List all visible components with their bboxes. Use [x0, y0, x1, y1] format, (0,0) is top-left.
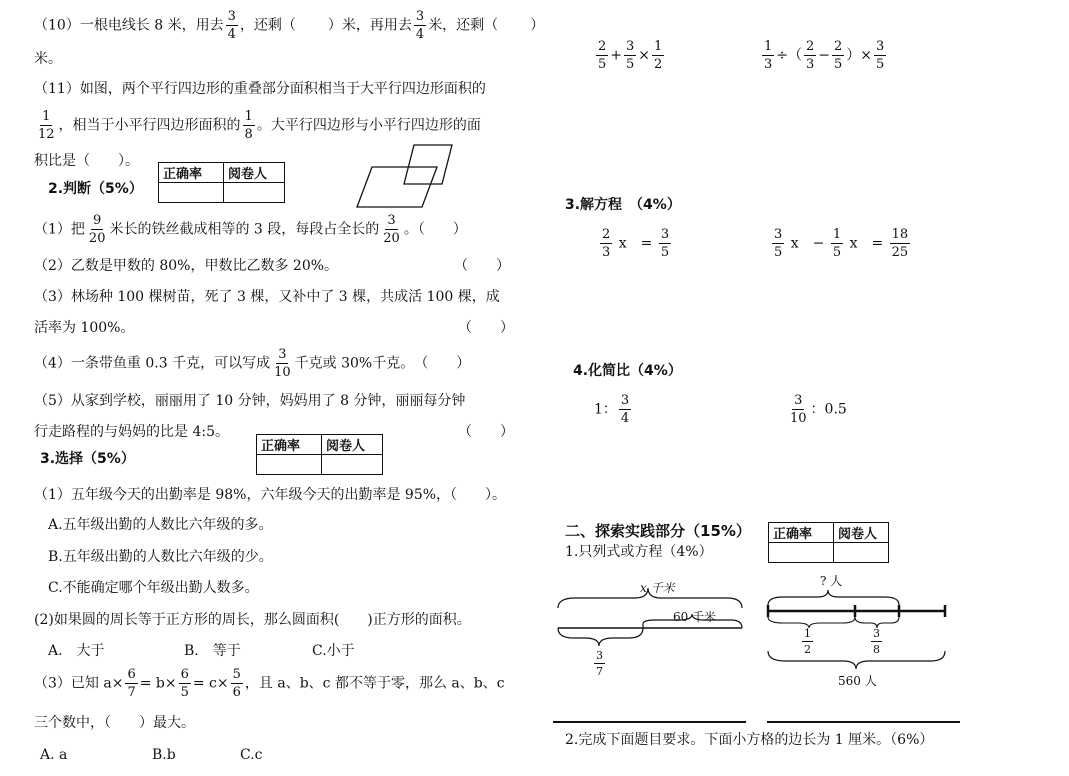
- diagram2-fraction-1: $\frac{1}{2}$: [804, 627, 811, 656]
- fraction: $\frac{6}{5}$: [180, 667, 189, 700]
- judge-q5-line2: 行走路程的与妈妈的比是 4:5。: [34, 424, 229, 440]
- choice-q1-option-a: A.五年级出勤的人数比六年级的多。: [48, 517, 273, 533]
- choice-q3-option-c: C.c: [240, 747, 263, 763]
- judge-q5-paren: （ ）: [458, 424, 514, 440]
- choice-q2-option-b: B. 等于: [184, 643, 241, 659]
- choice-q1-option-c: C.不能确定哪个年级出勤人数多。: [48, 580, 259, 596]
- q11-line3: 积比是（ ）。: [34, 153, 139, 169]
- choice-q1-option-b: B.五年级出勤的人数比六年级的少。: [48, 549, 273, 565]
- diagram1-60km-label: 60 千米: [673, 610, 717, 624]
- fraction: $\frac{9}{20}$: [88, 213, 106, 246]
- choice-q3: （3）已知 a× $\frac{6}{7}$ = b× $\frac{6}{5}$ = c× $\frac{5}{6}$ ，且 a、b、c 都不等于零，那么 a、b、c: [34, 667, 505, 700]
- score-table: 正确率 阅卷人: [158, 162, 285, 203]
- ratio-2: $\frac{3}{10}$ ：0.5: [790, 393, 847, 426]
- choice-q2: (2)如果圆的周长等于正方形的周长，那么圆面积( )正方形的面积。: [34, 612, 471, 628]
- choice-q3-line2: 三个数中，（ ）最大。: [34, 715, 195, 731]
- diagram2-fraction-2: $\frac{3}{8}$: [873, 627, 880, 656]
- fraction: $\frac{3}{4}$: [415, 9, 425, 42]
- parallelogram-figure: [352, 142, 462, 212]
- fraction: $\frac{3}{4}$: [227, 9, 236, 42]
- section-explore-title: 二、探索实践部分（15%）: [565, 522, 751, 540]
- section-ratio-title: 4.化简比（4%）: [573, 363, 682, 379]
- answer-line-2: [767, 721, 960, 723]
- fraction: $\frac{3}{20}$: [383, 213, 400, 246]
- judge-q5-line1: （5）从家到学校，丽丽用了 10 分钟，妈妈用了 8 分钟，丽丽每分钟: [34, 393, 466, 409]
- section-choice-title: 3.选择（5%）: [40, 451, 135, 467]
- diagram2-unknown-label: ? 人: [820, 574, 843, 588]
- calc-expression-2: $\frac{1}{3}$ ÷（ $\frac{2}{3}$ − $\frac{2}{5}$ ）× $\frac{3}{5}$: [764, 39, 885, 72]
- choice-q2-option-a: A. 大于: [48, 643, 105, 659]
- q11-line2: $\frac{1}{12}$ ，相当于小平行四边形面积的 $\frac{1}{8}$ 。大平行四边形与小平行四边形的面: [38, 109, 481, 142]
- choice-q1: （1）五年级今天的出勤率是 98%，六年级今天的出勤率是 95%，（ ）。: [34, 487, 507, 503]
- q10-line1: （10）一根电线长 8 米，用去 $\frac{3}{4}$ ，还剩（ ）米，再用去 $\frac{3}{4}$ 米，还剩（ ）: [34, 9, 545, 42]
- calc-expression-1: $\frac{2}{5}$ + $\frac{3}{5}$ × $\frac{1}{2}$: [598, 39, 663, 72]
- explore-subtitle: 1.只列式或方程（4%）: [565, 544, 713, 560]
- diagram1-total-label: x 千米: [640, 581, 675, 595]
- fraction: $\frac{1}{8}$: [244, 109, 253, 142]
- q10-line2: 米。: [34, 51, 62, 67]
- fraction: $\frac{3}{10}$: [274, 347, 291, 380]
- judge-q1: （1）把 $\frac{9}{20}$ 米长的铁丝截成相等的 3 段，每段占全长的 $\frac{3}{20}$ 。（ ）: [34, 213, 467, 246]
- judge-q2: （2）乙数是甲数的 80%，甲数比乙数多 20%。: [34, 258, 339, 274]
- explore-q2: 2.完成下面题目要求。下面小方格的边长为 1 厘米。（6%）: [565, 732, 934, 748]
- equation-2: $\frac{3}{5}$ x − $\frac{1}{5}$ x = $\frac{18}{25}$: [774, 227, 909, 260]
- ratio-1: 1： $\frac{3}{4}$: [594, 393, 630, 426]
- score-table: 正确率 阅卷人: [768, 522, 889, 563]
- fraction: $\frac{6}{7}$: [127, 667, 136, 700]
- score-table: 正确率 阅卷人: [256, 434, 383, 475]
- answer-line-1: [553, 721, 746, 723]
- choice-q3-option-b: B.b: [152, 747, 176, 763]
- choice-q3-option-a: A. a: [40, 747, 68, 763]
- choice-q2-option-c: C.小于: [312, 643, 355, 659]
- equation-1: $\frac{2}{3}$ x = $\frac{3}{5}$: [602, 227, 670, 260]
- judge-q2-paren: （ ）: [454, 258, 510, 274]
- judge-q3-line1: （3）林场种 100 棵树苗，死了 3 棵，又补中了 3 棵，共成活 100 棵，成: [34, 289, 500, 305]
- section-judge-title: 2.判断（5%）: [48, 181, 143, 197]
- line-segment-diagram-1: [555, 580, 750, 690]
- fraction: $\frac{5}{6}$: [232, 667, 241, 700]
- diagram2-total-label: 560 人: [838, 674, 877, 688]
- fraction: $\frac{1}{12}$: [38, 109, 55, 142]
- judge-q3-paren: （ ）: [458, 320, 514, 336]
- diagram1-fraction: $\frac{3}{7}$: [596, 649, 603, 678]
- section-equation-title: 3.解方程 （4%）: [565, 197, 681, 213]
- judge-q3-line2: 活率为 100%。: [34, 320, 135, 336]
- line-segment-diagram-2: [763, 585, 953, 680]
- judge-q4: （4）一条带鱼重 0.3 千克，可以写成 $\frac{3}{10}$ 千克或 30%千克。 （ ）: [34, 347, 471, 380]
- q11-line1: （11）如图，两个平行四边形的重叠部分面积相当于大平行四边形面积的: [34, 81, 486, 97]
